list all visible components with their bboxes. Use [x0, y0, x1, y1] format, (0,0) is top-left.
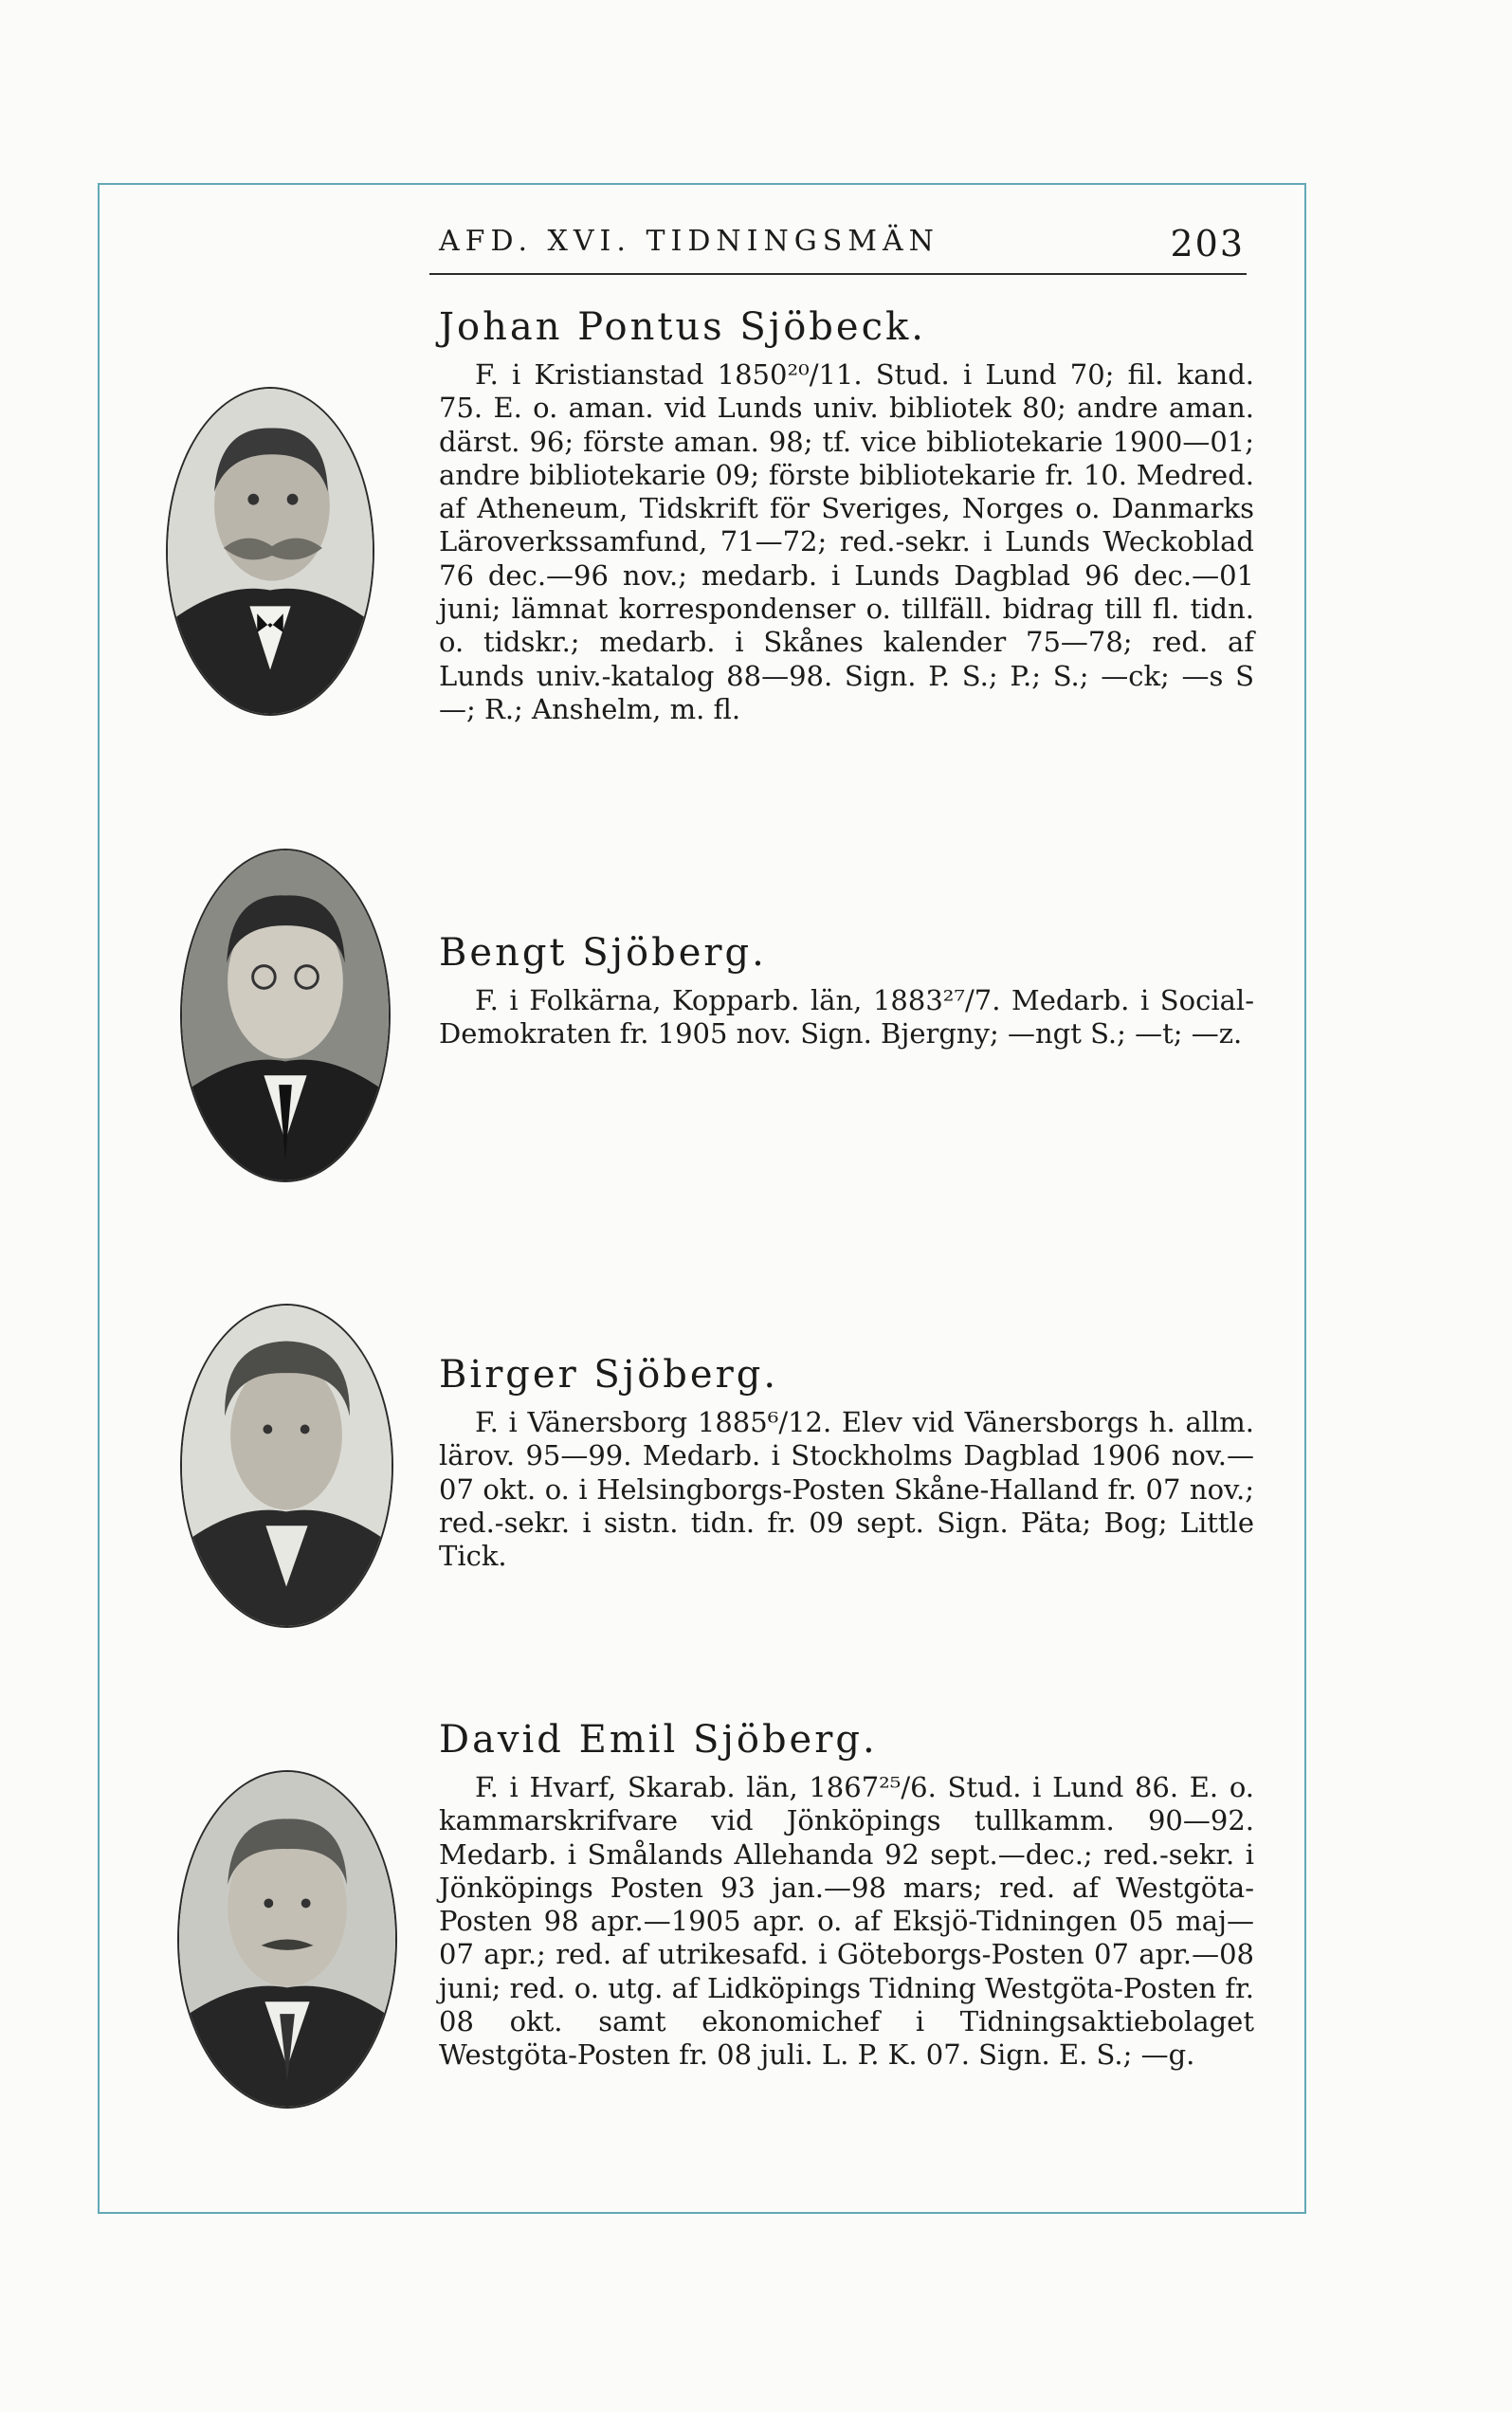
entry-david-emil-sjoberg: [439, 1716, 1254, 2073]
entry-birger-sjoberg: [439, 1351, 1254, 1573]
entry-name: David Emil Sjöberg.: [439, 1718, 878, 1762]
entry-johan-pontus-sjobeck: [439, 303, 1254, 726]
page-number: 203: [1170, 223, 1245, 265]
portrait-david-emil-sjoberg: [177, 1770, 397, 2109]
header-rule: [429, 273, 1247, 275]
entry-bio: F. i Kristianstad 1850²⁰/11. Stud. i Lund 70; fil. kand. 75. E. o. aman. vid Lunds univ. bibliotek 80; andre aman. därst. 96; förste aman. 98; tf. vice bibliotekarie 1900—01; andre bibliotekarie 09; förste bibliotekarie fr. 10. Medred. af Atheneum, Tidskrift för Sveriges, Norges o. Danmarks Läroverkssamfund, 71—72; red.-sekr. i Lunds Weckoblad 76 dec.—96 nov.; medarb. i Lunds Dagblad 96 dec.—01 juni; lämnat korrespondenser o. tillfäll. bidrag till fl. tidn. o. tidskr.; medarb. i Skånes kalender 75—78; red. af Lunds univ.-katalog 88—98. Sign. P. S.; P.; S.; —ck; —s S—; R.; Anshelm, m. fl.: [439, 358, 1254, 725]
entry-bengt-sjoberg: [439, 929, 1254, 1051]
entry-name: Birger Sjöberg.: [439, 1353, 779, 1397]
entry-bio: F. i Hvarf, Skarab. län, 1867²⁵/6. Stud. i Lund 86. E. o. kammarskrifvare vid Jönköpings tullkamm. 90—92. Medarb. i Smålands Allehanda 92 sept.—dec.; red.-sekr. i Jönköpings Posten 93 jan.—98 mars; red. af Westgöta-Posten 98 apr.—1905 apr. o. af Eksjö-Tidningen 05 maj—07 apr.; red. af utrikesafd. i Göteborgs-Posten 07 apr.—08 juni; red. o. utg. af Lidköpings Tidning Westgöta-Posten fr. 08 okt. samt ekonomichef i Tidningsaktiebolaget Westgöta-Posten fr. 08 juli. L. P. K. 07. Sign. E. S.; —g.: [439, 1771, 1254, 2072]
entry-bio: F. i Vänersborg 1885⁶/12. Elev vid Vänersborgs h. allm. lärov. 95—99. Medarb. i Stockholms Dagblad 1906 nov.—07 okt. o. i Helsingborgs-Posten Skåne-Halland fr. 07 nov.; red.-sekr. i sistn. tidn. fr. 09 sept. Sign. Päta; Bog; Little Tick.: [439, 1406, 1254, 1573]
portrait-birger-sjoberg: [180, 1304, 393, 1628]
portrait-johan-pontus-sjobeck: [166, 387, 374, 716]
entry-bio: F. i Folkärna, Kopparb. län, 1883²⁷/7. Medarb. i Social-Demokraten fr. 1905 nov. Sign. Bjergny; —ngt S.; —t; —z.: [439, 984, 1254, 1051]
section-title: AFD. XVI. TIDNINGSMÄN: [439, 225, 939, 258]
portrait-bengt-sjoberg: [180, 849, 391, 1182]
entry-name: Bengt Sjöberg.: [439, 931, 767, 975]
entry-name: Johan Pontus Sjöbeck.: [439, 305, 926, 349]
running-header: [439, 225, 1245, 263]
